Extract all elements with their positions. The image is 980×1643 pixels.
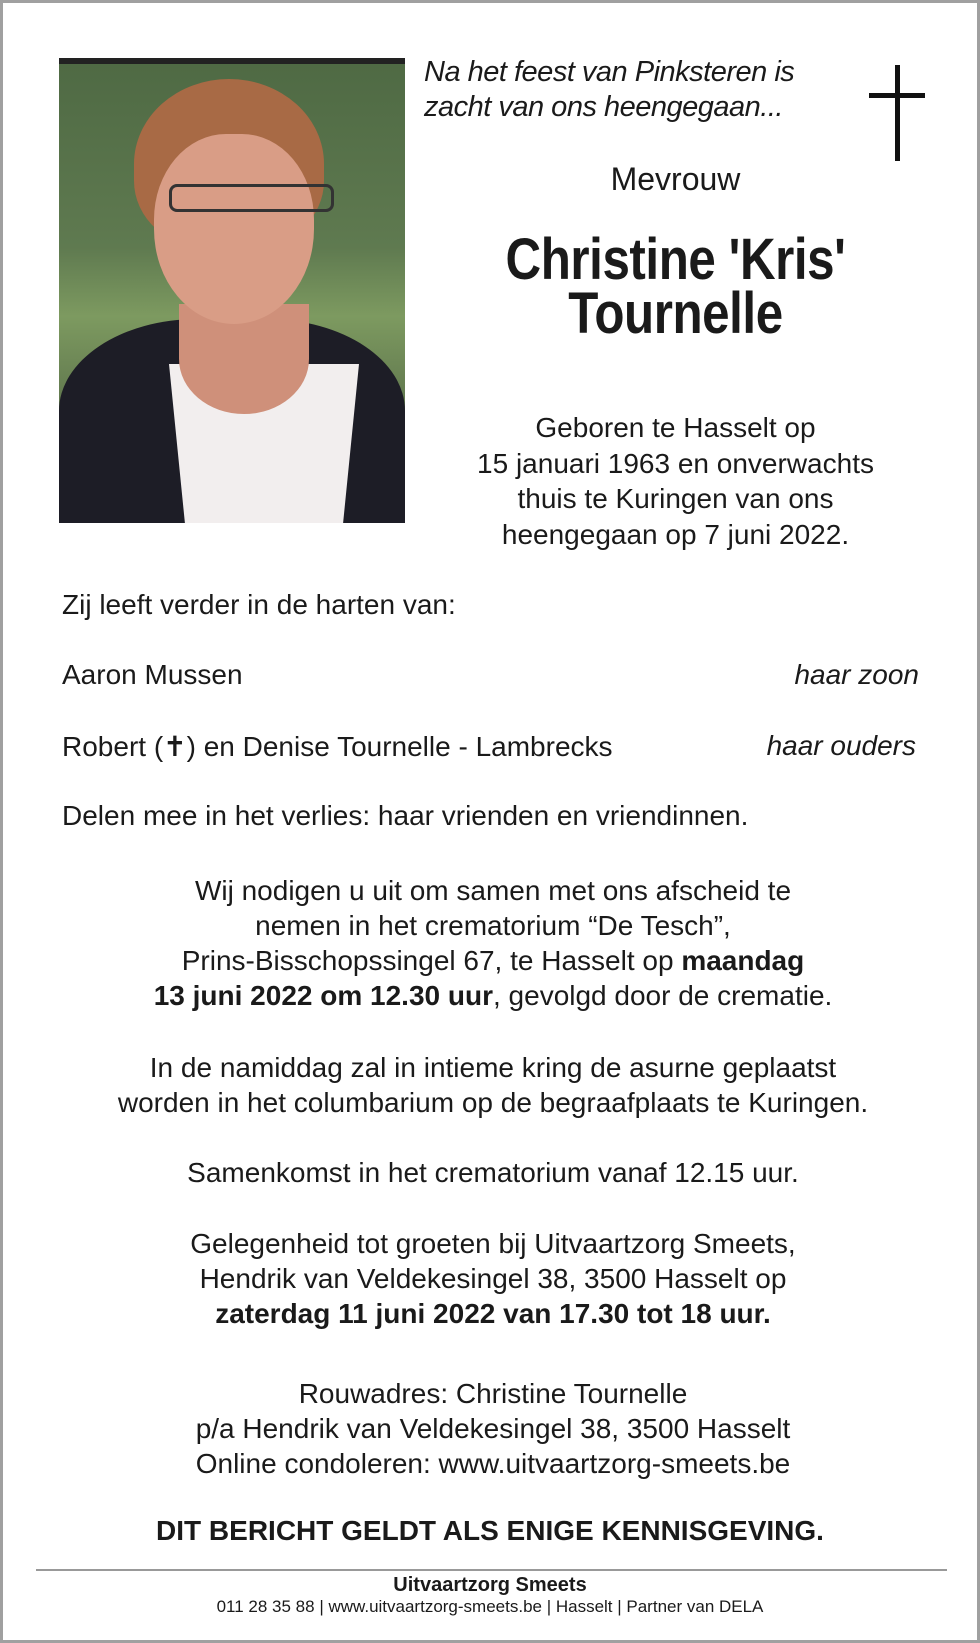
visit-line: Hendrik van Veldekesingel 38, 3500 Hasselt op [199, 1263, 787, 1294]
address-line: Rouwadres: Christine Tournelle [298, 1378, 688, 1409]
quote [424, 55, 794, 125]
born-line: thuis te Kuringen van ons [517, 483, 834, 514]
afternoon-line: In de namiddag zal in intieme kring de asurne geplaatst [149, 1052, 837, 1083]
invitation-datetime: 13 juni 2022 om 12.30 uur [153, 980, 493, 1011]
invitation-line: Prins-Bisschopssingel 67, te Hasselt op [181, 945, 682, 976]
funeral-home-details: 011 28 35 88 | www.uitvaartzorg-smeets.be | Hasselt | Partner van DELA [216, 1597, 764, 1616]
cross-icon-bar [869, 93, 925, 98]
born-line: 15 januari 1963 en onverwachts [477, 447, 874, 479]
condolence-link[interactable]: Online condoleren: www.uitvaartzorg-smeets.be [195, 1448, 791, 1479]
invitation-line: nemen in het crematorium “De Tesch”, [255, 910, 731, 941]
mourning-address [43, 1376, 943, 1481]
born-line: heengegaan op 7 juni 2022. [501, 518, 850, 550]
relative-name: Robert (✝) en Denise Tournelle - Lambrecks [62, 731, 613, 762]
quote-line: Na het feest van Pinksteren is [424, 56, 795, 88]
afternoon-text [43, 1050, 943, 1120]
name-line: Christine 'Kris' [505, 227, 846, 292]
honorific: Mevrouw [610, 161, 741, 197]
quote-line: zacht van ons heengegaan... [424, 91, 783, 123]
divider [36, 1569, 947, 1571]
obituary-card [3, 3, 977, 1640]
visit-datetime: zaterdag 11 juni 2022 van 17.30 tot 18 uur. [215, 1298, 771, 1329]
cross-icon [895, 65, 900, 161]
share-text: Delen mee in het verlies: haar vrienden en vriendinnen. [62, 800, 749, 831]
funeral-home-name: Uitvaartzorg Smeets [393, 1574, 587, 1596]
afternoon-line: worden in het columbarium op de begraafplaats te Kuringen. [117, 1087, 869, 1118]
birth-death-info [403, 410, 948, 552]
name-line: Tournelle [568, 281, 783, 346]
invitation-line: Wij nodigen u uit om samen met ons afscheid te [194, 875, 792, 906]
intro-text: Zij leeft verder in de harten van: [62, 589, 456, 620]
deceased-name [444, 227, 907, 346]
invitation-text [43, 873, 943, 1013]
relative-name: Aaron Mussen [62, 659, 243, 690]
visitation-text [43, 1226, 943, 1331]
gathering-text: Samenkomst in het crematorium vanaf 12.15 uur. [187, 1157, 799, 1188]
portrait-photo [59, 58, 405, 523]
relative-relation: haar zoon [794, 659, 919, 690]
notice-text: DIT BERICHT GELDT ALS ENIGE KENNISGEVING. [156, 1515, 824, 1546]
relative-relation: haar ouders [766, 730, 916, 761]
born-line: Geboren te Hasselt op [535, 412, 816, 443]
invitation-day: maandag [681, 945, 805, 976]
address-line: p/a Hendrik van Veldekesingel 38, 3500 Hasselt [195, 1413, 791, 1444]
visit-line: Gelegenheid tot groeten bij Uitvaartzorg Smeets, [190, 1228, 796, 1259]
invitation-line: , gevolgd door de crematie. [492, 980, 833, 1011]
